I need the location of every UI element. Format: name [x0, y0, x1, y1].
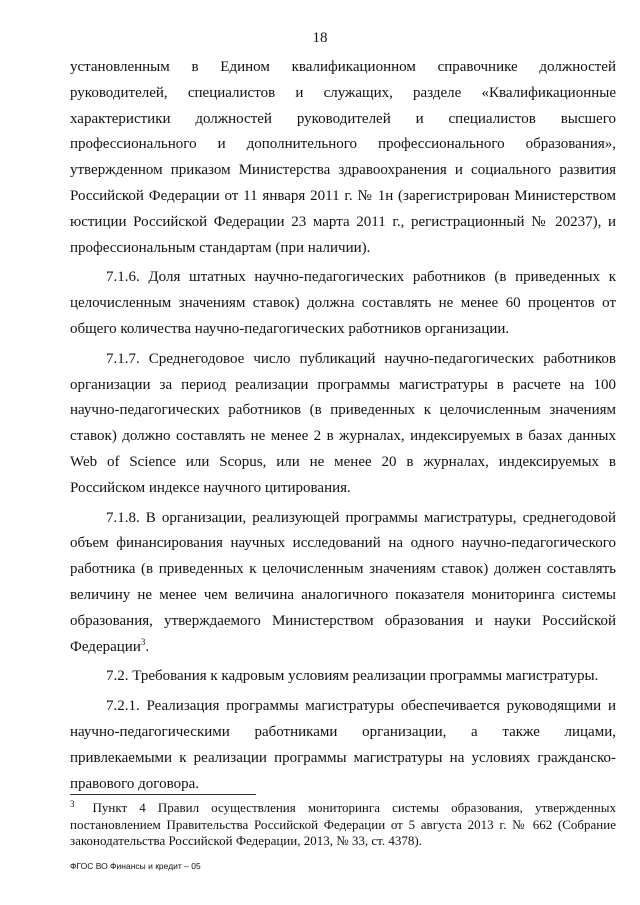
footnote-divider: [70, 794, 256, 795]
paragraph-7-1-7: 7.1.7. Среднегодовое число публикаций научно-педагогических работников организации за период реализации программы магистратуры в расчете на 100 научно-педагогических работников (в приведенных к целочисленным значениям ставок) должно составлять не менее 2 в журналах, индексируемых в базах данных Web of Science или Scopus, или не менее 20 в журналах, индексируемых в Российском индексе научного цитирования.: [70, 350, 616, 496]
paragraph-continuation: установленным в Едином квалификационном справочнике должностей руководителей, специалистов и служащих, разделе «Квалификационные характеристики должностей руководителей и специалистов высшего профессионального и дополнительного профессионального образования», утвержденном приказом Министерства здравоохранения и социального развития Российской Федерации от 11 января 2011 г. № 1н (зарегистрирован Министерством юстиции Российской Федерации 23 марта 2011 г., регистрационный № 20237), и профессиональным стандартам (при наличии).: [70, 59, 616, 256]
paragraph-7-1-8: 7.1.8. В организации, реализующей программы магистратуры, среднегодовой объем финансирования научных исследований на одного научно-педагогического работника (в приведенных к целочисленным значениям ставок) должен составлять величину не менее чем величина аналогичного показателя мониторинга системы образования, утверждаемого Министерством образования и науки Российской Федерации$^3$.: [70, 509, 616, 655]
footnote-reference[interactable]: 3: [140, 636, 146, 647]
page-number: 18: [312, 30, 328, 46]
footnote: [70, 800, 616, 850]
paragraph-7-1-8-text: 7.1.8. В организации, реализующей программы магистратуры, среднегодовой объем финансирования научных исследований на одного научно-педагогического работника (в приведенных к целочисленным значениям ставок) должен составлять величину не менее чем величина аналогичного показателя мониторинга системы образования, утверждаемого Министерством образования и науки Российской Федерации: [70, 509, 616, 655]
footnote-mark: 3: [70, 798, 75, 809]
document-body: [70, 55, 616, 797]
paragraph-7-2-1: 7.2.1. Реализация программы магистратуры обеспечивается руководящими и научно-педагогическими работниками организации, а также лицами, привлекаемыми к реализации программы магистратуры на условиях гражданско-правового договора.: [70, 698, 616, 792]
document-footer: ФГОС ВО Финансы и кредит – 05: [70, 861, 201, 871]
paragraph-7-1-6: 7.1.6. Доля штатных научно-педагогических работников (в приведенных к целочисленным значениям ставок) должна составлять не менее 60 процентов от общего количества научно-педагогических работников организации.: [70, 269, 616, 337]
footnote-text: Пункт 4 Правил осуществления мониторинга системы образования, утвержденных постановлением Правительства Российской Федерации от 5 августа 2013 г. № 662 (Собрание законодательства Российской Федерации, 2013, № 33, ст. 4378).: [70, 800, 616, 848]
paragraph-7-2: 7.2. Требования к кадровым условиям реализации программы магистратуры.: [106, 668, 599, 685]
